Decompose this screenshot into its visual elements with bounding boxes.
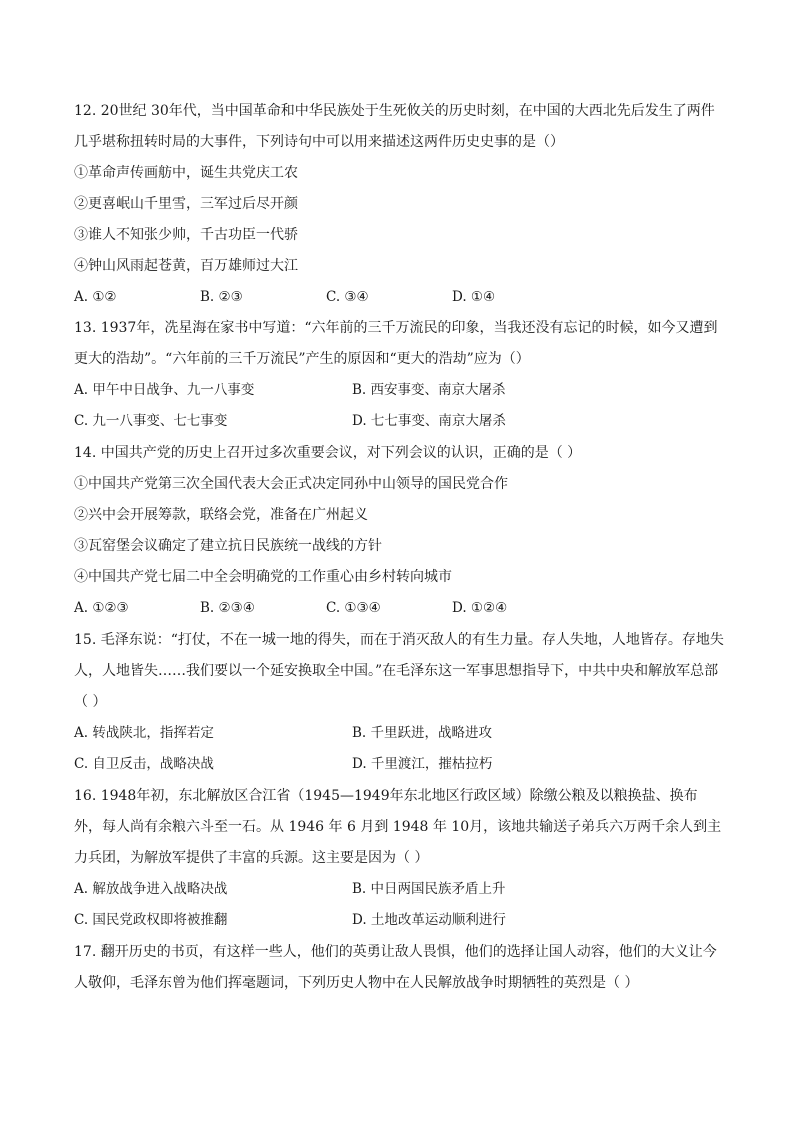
statement-1: ①革命声传画舫中，诞生共党庆工农	[74, 165, 298, 181]
question-stem: 15. 毛泽东说：“打仗，不在一城一地的得失，而在于消灭敌人的有生力量。存人失地，人地皆存。存地失人，人地皆失……我们要以一个延安换取全中国。”在毛泽东这一军事思想指导下，中共中央和解放军总部（ ）	[74, 632, 724, 710]
statement-4: ④钟山风雨起苍黄，百万雄师过大江	[74, 258, 298, 274]
statement-3: ③瓦窑堡会议确定了建立抗日民族统一战线的方针	[74, 538, 382, 554]
options-row	[74, 593, 724, 624]
options-row	[74, 406, 724, 437]
question-12	[74, 96, 724, 313]
options-row	[74, 282, 724, 313]
option-c[interactable]: C. 自卫反击，战略决战	[74, 756, 214, 772]
option-b[interactable]: B. 千里跃进，战略进攻	[352, 725, 493, 741]
option-a[interactable]: A. 解放战争进入战略决战	[74, 881, 228, 897]
question-stem: 16. 1948年初，东北解放区合江省（1945—1949年东北地区行政区域）除缴公粮及以粮换盐、换布外，每人尚有余粮六斗至一石。从 1946 年 6 月到 1948 年 10月，该地共输送子弟兵六万两千余人到主力兵团，为解放军提供了丰富的兵源。这主要是因为（ ）	[74, 788, 722, 866]
statement-4: ④中国共产党七届二中全会明确党的工作重心由乡村转向城市	[74, 569, 452, 585]
options-row	[74, 718, 724, 749]
option-c[interactable]: C. ③④	[326, 289, 369, 305]
question-stem: 14. 中国共产党的历史上召开过多次重要会议，对下列会议的认识，正确的是（ ）	[74, 445, 582, 461]
option-b[interactable]: B. ②③④	[200, 600, 255, 616]
option-a[interactable]: A. 甲午中日战争、九一八事变	[74, 382, 255, 398]
option-a[interactable]: A. ①②③	[74, 600, 129, 616]
question-14	[74, 438, 724, 624]
option-a[interactable]: A. ①②	[74, 289, 117, 305]
option-d[interactable]: D. 七七事变、南京大屠杀	[352, 413, 506, 429]
options-row	[74, 874, 724, 905]
options-row	[74, 375, 724, 406]
statement-3: ③谁人不知张少帅，千古功臣一代骄	[74, 227, 298, 243]
question-13	[74, 313, 724, 437]
option-d[interactable]: D. 土地改革运动顺利进行	[352, 912, 506, 928]
question-17	[74, 937, 724, 999]
question-stem: 13. 1937年，冼星海在家书中写道：“六年前的三千万流民的印象，当我还没有忘记的时候，如今又遭到更大的浩劫”。“六年前的三千万流民”产生的原因和“更大的浩劫”应为（）	[74, 320, 718, 367]
question-stem: 12. 20世纪 30年代，当中国革命和中华民族处于生死攸关的历史时刻，在中国的大西北先后发生了两件几乎堪称扭转时局的大事件，下列诗句中可以用来描述这两件历史史事的是（）	[74, 103, 715, 150]
option-c[interactable]: C. 九一八事变、七七事变	[74, 413, 228, 429]
question-15	[74, 625, 724, 780]
option-a[interactable]: A. 转战陕北，指挥若定	[74, 725, 214, 741]
option-b[interactable]: B. ②③	[200, 289, 243, 305]
option-c[interactable]: C. ①③④	[326, 600, 381, 616]
option-b[interactable]: B. 中日两国民族矛盾上升	[352, 881, 506, 897]
options-row	[74, 905, 724, 936]
option-d[interactable]: D. 千里渡江，摧枯拉朽	[352, 756, 493, 772]
option-c[interactable]: C. 国民党政权即将被推翻	[74, 912, 228, 928]
option-b[interactable]: B. 西安事变、南京大屠杀	[352, 382, 506, 398]
options-row	[74, 749, 724, 780]
statement-1: ①中国共产党第三次全国代表大会正式决定同孙中山领导的国民党合作	[74, 476, 508, 492]
option-d[interactable]: D. ①④	[452, 289, 496, 305]
statement-2: ②兴中会开展筹款，联络会党，准备在广州起义	[74, 507, 368, 523]
option-d[interactable]: D. ①②④	[452, 600, 508, 616]
question-16	[74, 781, 724, 936]
statement-2: ②更喜岷山千里雪，三军过后尽开颜	[74, 196, 298, 212]
question-stem: 17. 翻开历史的书页，有这样一些人，他们的英勇让敌人畏惧，他们的选择让国人动容，他们的大义让今人敬仰，毛泽东曾为他们挥毫题词，下列历史人物中在人民解放战争时期牺牲的英烈是（ ）	[74, 944, 717, 991]
